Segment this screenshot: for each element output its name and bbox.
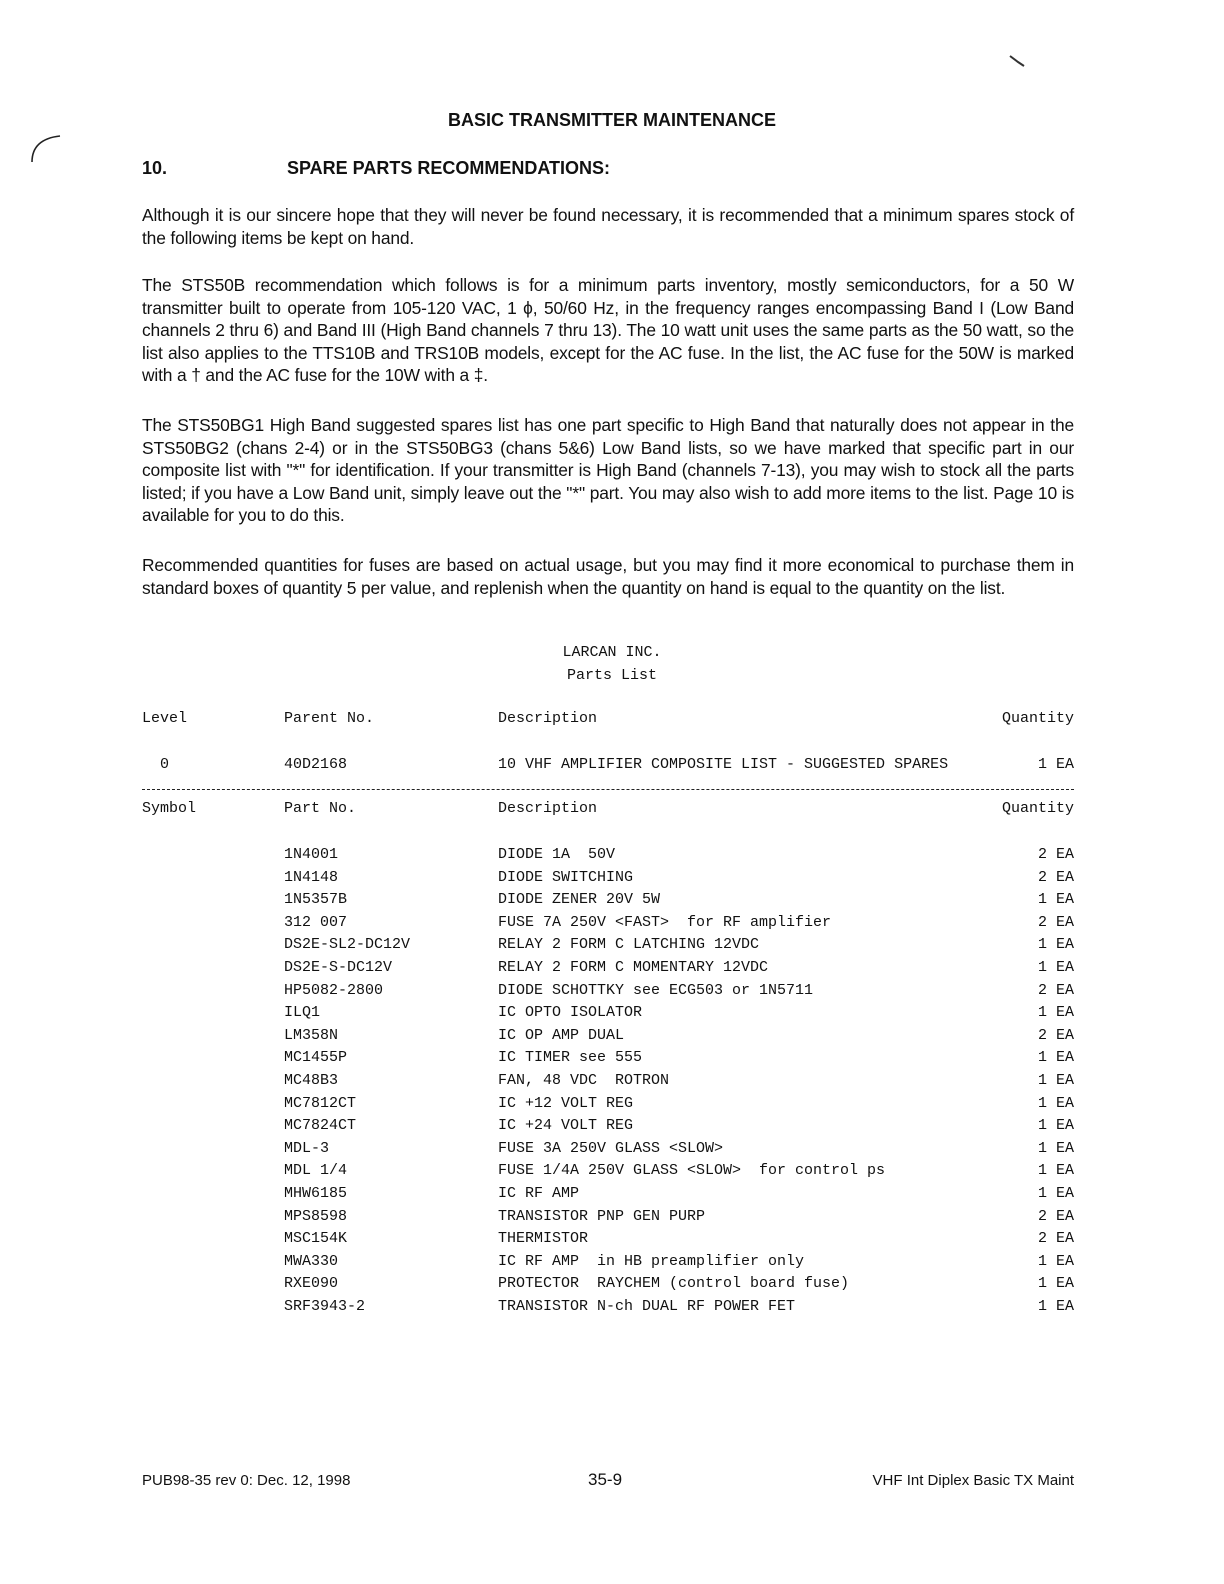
section-number: 10. <box>142 158 168 178</box>
part-quantity: 1 EA <box>1037 1004 1074 1022</box>
part-quantity: 1 EA <box>1037 1298 1074 1315</box>
part-quantity: 1 EA <box>1037 1185 1074 1202</box>
part-description: IC TIMER see 555 <box>498 1049 643 1067</box>
scan-speck <box>1006 52 1030 72</box>
table-row <box>0 1140 1224 1162</box>
part-quantity: 1 EA <box>1037 1275 1074 1293</box>
part-description: IC OP AMP DUAL <box>498 1026 625 1044</box>
part-description: DIODE ZENER 20V 5W <box>498 891 661 909</box>
part-number: DS2E-SL2-DC12V <box>284 936 411 954</box>
paragraph-sts50bg1: The STS50BG1 High Band suggested spares list has one part specific to High Band that naturally does not appear in the STS50BG2 (chans 2-4) or in the STS50BG3 (chans 5&6) Low Band lists, so we have marked that specific part in our composite list with "*" for identification. If your transmitter is High Band (channels 7-13), you may wish to stock all the parts listed; if you have a Low Band unit, simply leave out the "*" part. You may also wish to add more items to the list. Page 10 is available for you to do this. <box>142 415 1074 525</box>
part-quantity: 2 EA <box>1037 846 1074 863</box>
part-quantity: 1 EA <box>1037 891 1074 909</box>
part-quantity: 1 EA <box>1037 959 1074 976</box>
part-number: 1N5357B <box>284 891 348 909</box>
paragraph-fuses: Recommended quantities for fuses are based on actual usage, but you may find it more economical to purchase them in standard boxes of quantity 5 per value, and replenish when the quantity on hand is equal to the quantity on the list. <box>142 555 1074 598</box>
part-number: MC7824CT <box>284 1117 357 1135</box>
part-description: IC OPTO ISOLATOR <box>498 1004 643 1022</box>
part-number: MPS8598 <box>284 1207 348 1225</box>
header-part-no: Part No. <box>284 800 357 817</box>
part-number: SRF3943-2 <box>284 1298 366 1315</box>
header-level: Level <box>142 710 188 727</box>
table-row <box>0 846 1224 868</box>
table-row <box>0 1027 1224 1049</box>
part-number: ILQ1 <box>284 1004 321 1022</box>
scan-corner-mark <box>28 130 68 170</box>
header-quantity: Quantity <box>1001 710 1074 727</box>
part-quantity: 2 EA <box>1037 981 1074 999</box>
part-description: THERMISTOR <box>498 1230 589 1248</box>
table-row <box>0 1185 1224 1207</box>
parent-description: 10 VHF AMPLIFIER COMPOSITE LIST - SUGGESTED SPARES <box>498 756 949 773</box>
part-quantity: 1 EA <box>1037 936 1074 954</box>
footer-page-number: 35-9 <box>588 1470 623 1489</box>
header-quantity-2: Quantity <box>1001 800 1074 817</box>
parent-quantity: 1 EA <box>1037 756 1074 773</box>
part-quantity: 1 EA <box>1037 1094 1074 1112</box>
part-number: DS2E-S-DC12V <box>284 959 393 976</box>
header-symbol: Symbol <box>142 800 197 817</box>
part-number: MDL-3 <box>284 1139 330 1157</box>
part-description: RELAY 2 FORM C LATCHING 12VDC <box>498 936 760 954</box>
table-row <box>0 1162 1224 1184</box>
footer-publication: PUB98-35 rev 0: Dec. 12, 1998 <box>142 1472 351 1489</box>
part-description: RELAY 2 FORM C MOMENTARY 12VDC <box>498 959 769 976</box>
part-number: MSC154K <box>284 1230 348 1248</box>
table-row <box>0 1275 1224 1297</box>
part-description: FAN, 48 VDC ROTRON <box>498 1072 670 1089</box>
part-number: MHW6185 <box>284 1185 348 1202</box>
part-quantity: 2 EA <box>1037 1026 1074 1044</box>
part-quantity: 2 EA <box>1037 1230 1074 1248</box>
page-title: BASIC TRANSMITTER MAINTENANCE <box>448 110 776 130</box>
header-description-2: Description <box>498 800 598 817</box>
part-number: HP5082-2800 <box>284 981 384 999</box>
table-row <box>0 1298 1224 1320</box>
part-quantity: 1 EA <box>1037 1117 1074 1135</box>
part-description: FUSE 1/4A 250V GLASS <SLOW> for control ps <box>498 1162 886 1180</box>
table-row <box>0 1117 1224 1139</box>
part-number: MC7812CT <box>284 1094 357 1112</box>
table-row <box>0 891 1224 913</box>
company-name: LARCAN INC. <box>562 644 662 661</box>
table-row <box>0 936 1224 958</box>
parent-number: 40D2168 <box>284 756 348 773</box>
parent-row <box>0 756 1224 778</box>
table-row <box>0 1208 1224 1230</box>
part-quantity: 2 EA <box>1037 868 1074 886</box>
parts-list-heading: Parts List <box>566 667 657 684</box>
table-header-row <box>0 710 1224 732</box>
part-description: DIODE SCHOTTKY see ECG503 or 1N5711 <box>498 981 814 999</box>
table-row <box>0 1095 1224 1117</box>
part-number: RXE090 <box>284 1275 339 1293</box>
paragraph-intro: Although it is our sincere hope that they will never be found necessary, it is recommended that a minimum spares stock of the following items be kept on hand. <box>142 205 1074 248</box>
table-row <box>0 982 1224 1004</box>
part-number: LM358N <box>284 1026 339 1044</box>
part-number: 1N4001 <box>284 846 339 863</box>
part-number: 1N4148 <box>284 868 339 886</box>
table-row <box>0 869 1224 891</box>
part-quantity: 2 EA <box>1037 913 1074 931</box>
part-description: TRANSISTOR PNP GEN PURP <box>498 1207 706 1225</box>
parent-level: 0 <box>160 756 170 773</box>
part-quantity: 1 EA <box>1037 1049 1074 1067</box>
part-description: IC +24 VOLT REG <box>498 1117 634 1135</box>
part-description: FUSE 3A 250V GLASS <SLOW> <box>498 1139 724 1157</box>
table-row <box>0 1049 1224 1071</box>
part-number: MC48B3 <box>284 1072 339 1089</box>
part-description: TRANSISTOR N-ch DUAL RF POWER FET <box>498 1298 796 1315</box>
paragraph-sts50b: The STS50B recommendation which follows is for a minimum parts inventory, mostly semiconductors, for a 50 W transmitter built to operate from 105-120 VAC, 1 ϕ, 50/60 Hz, in the frequency ranges encompassing Band I (Low Band channels 2 thru 6) and Band III (High Band channels 7 thru 13). The 10 watt unit uses the same parts as the 50 watt, so the list also applies to the TTS10B and TRS10B models, except for the AC fuse. In the list, the AC fuse for the 50W is marked with a † and the AC fuse for the 10W with a ‡. <box>142 275 1074 385</box>
header-parent-no: Parent No. <box>284 710 375 727</box>
part-number: MDL 1/4 <box>284 1162 348 1180</box>
part-description: IC +12 VOLT REG <box>498 1094 634 1112</box>
part-description: FUSE 7A 250V <FAST> for RF amplifier <box>498 913 832 931</box>
part-quantity: 1 EA <box>1037 1072 1074 1089</box>
part-number: MWA330 <box>284 1252 339 1270</box>
part-quantity: 2 EA <box>1037 1207 1074 1225</box>
part-description: IC RF AMP <box>498 1185 580 1202</box>
part-quantity: 1 EA <box>1037 1252 1074 1270</box>
table-row <box>0 1004 1224 1026</box>
part-description: DIODE SWITCHING <box>498 868 634 886</box>
part-description: DIODE 1A 50V <box>498 846 616 863</box>
footer-doc-name: VHF Int Diplex Basic TX Maint <box>872 1472 1074 1489</box>
part-number: 312 007 <box>284 913 348 931</box>
table-row <box>0 914 1224 936</box>
table-subheader-row <box>0 800 1224 822</box>
part-description: PROTECTOR RAYCHEM (control board fuse) <box>498 1275 850 1293</box>
part-description: IC RF AMP in HB preamplifier only <box>498 1252 805 1270</box>
part-quantity: 1 EA <box>1037 1139 1074 1157</box>
dashed-divider <box>142 789 1074 790</box>
table-row <box>0 959 1224 981</box>
table-row <box>0 1230 1224 1252</box>
part-quantity: 1 EA <box>1037 1162 1074 1180</box>
part-number: MC1455P <box>284 1049 348 1067</box>
header-description: Description <box>498 710 598 727</box>
section-title: SPARE PARTS RECOMMENDATIONS: <box>287 158 611 178</box>
table-row <box>0 1253 1224 1275</box>
table-row <box>0 1072 1224 1094</box>
